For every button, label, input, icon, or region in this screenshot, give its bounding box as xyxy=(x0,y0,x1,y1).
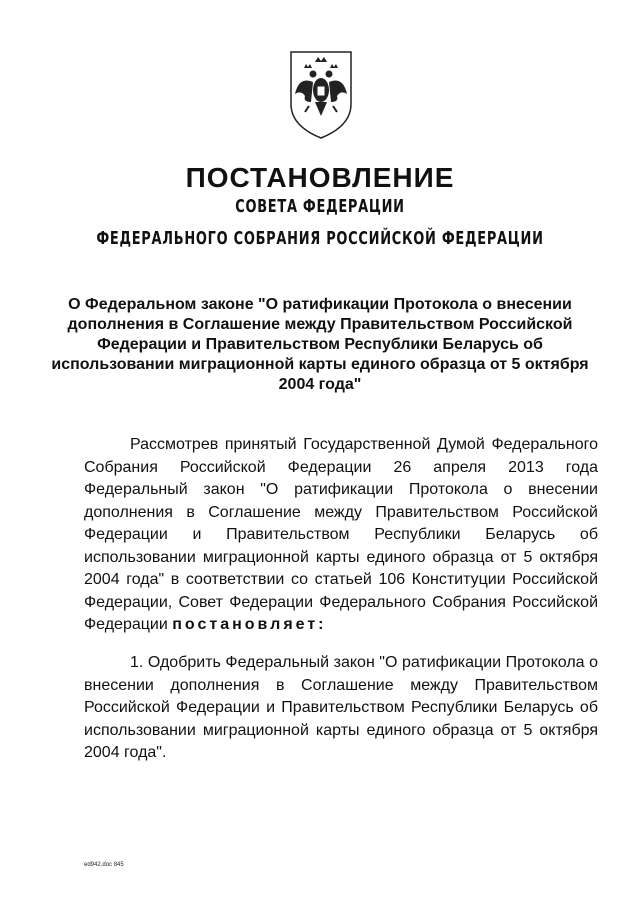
resolution-item-1: 1. Одобрить Федеральный закон "О ратификации Протокола о внесении дополнения в Соглашение между Правительством Российской Федерации и Правительством Республики Беларусь об использовании миграционной карты единого образца от 5 октября 2004 года". xyxy=(84,654,598,761)
issuing-body-line-1: СОВЕТА ФЕДЕРАЦИИ xyxy=(235,196,405,217)
coat-of-arms-emblem-icon xyxy=(287,50,355,140)
document-reference-footer: ed942.doc 845 xyxy=(84,862,124,868)
preamble-paragraph xyxy=(84,434,598,637)
preamble-text: Рассмотрев принятый Государственной Думой Федерального Собрания Российской Федерации 26 апреля 2013 года Федеральный закон "О ратификации Протокола о внесении дополнения в Соглашение между Правительством Российской Федерации и Правительством Республики Беларусь об использовании миграционной карты единого образца от 5 октября 2004 года" в соответствии со статьей 106 Конституции Российской Федерации, Совет Федерации Федерального Собрания Российской Федерации xyxy=(84,436,598,633)
resolution-heading: О Федеральном законе "О ратификации Протокола о внесении дополнения в Соглашение между Правительством Российской Федерации и Правительством Республики Беларусь об использовании миграционной карты единого образца от 5 октября 2004 года" xyxy=(51,296,589,393)
resolves-keyword: постановляет: xyxy=(172,616,327,633)
document-title: ПОСТАНОВЛЕНИЕ xyxy=(185,162,455,193)
issuing-body-line-2: ФЕДЕРАЛЬНОГО СОБРАНИЯ РОССИЙСКОЙ ФЕДЕРАЦИИ xyxy=(96,228,544,249)
